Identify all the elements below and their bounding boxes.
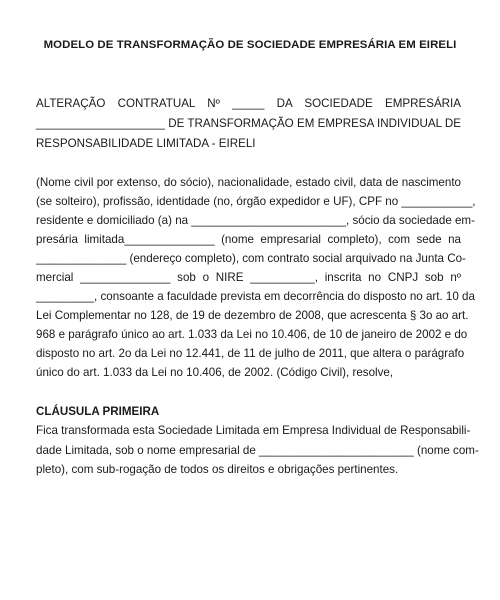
body-line-9: 968 e parágrafo único ao art. 1.033 da Lei no 10.406, de 10 de janeiro de 2002 e do xyxy=(36,328,468,341)
document-title: MODELO DE TRANSFORMAÇÃO DE SOCIEDADE EMPRESÁRIA EM EIRELI xyxy=(43,39,457,51)
body-line-11: único do art. 1.033 da Lei no 10.406, de 2002. (Código Civil), resolve, xyxy=(36,366,394,379)
body-line-5: ______________ (endereço completo), com contrato social arquivado na Junta Co- xyxy=(36,252,466,265)
intro-line-1: ALTERAÇÃO CONTRATUAL Nº _____ DA SOCIEDADE EMPRESÁRIA xyxy=(36,97,461,110)
body-line-6: mercial ______________ sob o NIRE __________, inscrita no CNPJ sob nº xyxy=(36,271,461,284)
body-line-2: (se solteiro), profissão, identidade (no, órgão expedidor e UF), CPF no ___________, xyxy=(36,195,476,208)
body-line-8: Lei Complementar no 128, de 19 de dezembro de 2008, que acrescenta § 3o ao art. xyxy=(36,309,469,322)
body-line-1: (Nome civil por extenso, do sócio), nacionalidade, estado civil, data de nascimento xyxy=(36,176,461,189)
body-line-4: presária limitada______________ (nome empresarial completo), com sede na xyxy=(36,233,461,246)
intro-line-3: RESPONSABILIDADE LIMITADA - EIRELI xyxy=(36,137,256,150)
clause-line-1: Fica transformada esta Sociedade Limitada em Empresa Individual de Responsabili- xyxy=(36,424,471,437)
intro-line-2: ____________________ DE TRANSFORMAÇÃO EM EMPRESA INDIVIDUAL DE xyxy=(36,117,461,130)
body-line-7: _________, consoante a faculdade prevista em decorrência do disposto no art. 10 da xyxy=(36,290,475,303)
clause-line-2: dade Limitada, sob o nome empresarial de ________________________ (nome com- xyxy=(36,444,479,457)
clause-line-3: pleto), com sub-rogação de todos os direitos e obrigações pertinentes. xyxy=(36,463,399,476)
body-line-10: disposto no art. 2o da Lei no 12.441, de 11 de julho de 2011, que altera o parágrafo xyxy=(36,347,465,360)
body-line-3: residente e domiciliado (a) na ________________________, sócio da sociedade em- xyxy=(36,214,475,227)
clause-heading: CLÁUSULA PRIMEIRA xyxy=(36,405,160,418)
